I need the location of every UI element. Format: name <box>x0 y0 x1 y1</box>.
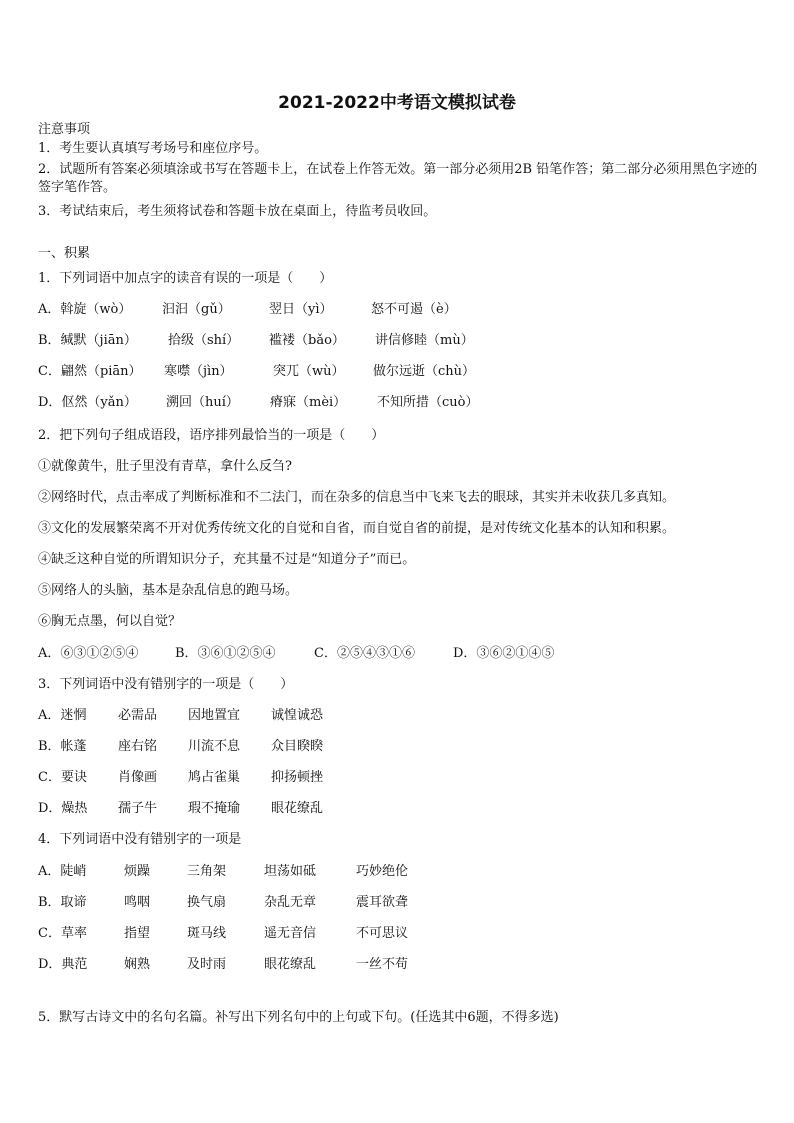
option-text: 指望 <box>124 926 151 941</box>
q2-sentence-6: ⑥胸无点墨，何以自觉？ <box>38 614 182 629</box>
question-3-stem: 3．下列词语中没有错别字的一项是（ ） <box>38 677 294 692</box>
option-text: C．②⑤④③①⑥ <box>314 646 415 661</box>
option-text: 及时雨 <box>187 957 227 972</box>
option-text: 必需品 <box>118 708 158 723</box>
option-text: 寒噤（jìn） <box>164 364 233 379</box>
option-text: 鸣咽 <box>124 895 151 910</box>
option-text: 抑扬顿挫 <box>271 770 324 785</box>
notice-item-3: 3．考试结束后，考生须将试卷和答题卡放在桌面上，待监考员收回。 <box>38 204 437 219</box>
option-text: 拾级（shí） <box>168 333 240 348</box>
option-text: A．斡旋（wò） <box>38 302 132 317</box>
notice-item-1: 1．考生要认真填写考场号和座位序号。 <box>38 141 268 156</box>
option-text: 眼花缭乱 <box>271 801 324 816</box>
option-text: B．③⑥①②⑤④ <box>175 646 276 661</box>
option-text: B．帐蓬 <box>38 739 87 754</box>
option-text: 溯回（huí） <box>166 395 239 410</box>
option-text: 不可思议 <box>356 926 409 941</box>
page-title: 2021-2022中考语文模拟试卷 <box>278 93 516 113</box>
option-text: 讲信修睦（mù） <box>375 333 474 348</box>
question-2-stem: 2．把下列句子组成语段，语序排列最恰当的一项是（ ） <box>38 428 385 443</box>
option-text: D．燥热 <box>38 801 88 816</box>
option-text: 坦荡如砥 <box>264 864 317 879</box>
q2-sentence-1: ①就像黄牛，肚子里没有青草，拿什么反刍? <box>38 459 292 474</box>
option-text: 不知所措（cuò） <box>377 395 479 410</box>
q2-sentence-2: ②网络时代，点击率成了判断标准和不二法门，而在杂多的信息当中飞来飞去的眼球，其实并未收获几多真知。 <box>38 490 676 505</box>
option-text: 诚惶诚恐 <box>271 708 324 723</box>
option-text: 斑马线 <box>187 926 227 941</box>
q2-sentence-3: ③文化的发展繁荣离不开对优秀传统文化的自觉和自省，而自觉自省的前提，是对传统文化基本的认知和积累。 <box>38 521 676 536</box>
option-text: C．翩然（piān） <box>38 364 142 379</box>
q2-sentence-5: ⑤网络人的头脑，基本是杂乱信息的跑马场。 <box>38 583 299 598</box>
option-text: 怒不可遏（è） <box>371 302 457 317</box>
option-text: 众目睽睽 <box>271 739 324 754</box>
option-text: 一丝不苟 <box>356 957 409 972</box>
option-text: A．陡峭 <box>38 864 87 879</box>
option-text: 烦躁 <box>124 864 151 879</box>
option-text: 突兀（wù） <box>273 364 345 379</box>
option-text: D．伛然（yǎn） <box>38 395 137 410</box>
notice-heading: 注意事项 <box>38 122 91 137</box>
q2-sentence-4: ④缺乏这种自觉的所谓知识分子，充其量不过是“知道分子”而已。 <box>38 552 416 567</box>
option-text: 川流不息 <box>188 739 241 754</box>
option-text: 眼花缭乱 <box>264 957 317 972</box>
question-4-stem: 4．下列词语中没有错别字的一项是 <box>38 832 242 847</box>
option-text: C．要诀 <box>38 770 87 785</box>
option-text: 肖像画 <box>118 770 158 785</box>
option-text: 震耳欲聋 <box>356 895 409 910</box>
option-text: 鸠占雀巢 <box>188 770 241 785</box>
option-text: 换气扇 <box>187 895 227 910</box>
option-text: 座右铭 <box>118 739 158 754</box>
option-text: B．取谛 <box>38 895 87 910</box>
option-text: 遥无音信 <box>264 926 317 941</box>
option-text: 瑕不掩瑜 <box>188 801 241 816</box>
option-text: 翌日（yì） <box>269 302 333 317</box>
option-text: 三角架 <box>187 864 227 879</box>
option-text: 巧妙绝伦 <box>356 864 409 879</box>
question-1-stem: 1．下列词语中加点字的读音有误的一项是（ ） <box>38 271 333 286</box>
option-text: B．缄默（jiān） <box>38 333 137 348</box>
option-text: 瘠寐（mèi） <box>270 395 347 410</box>
option-text: 孺子牛 <box>118 801 158 816</box>
option-text: 因地置宜 <box>188 708 241 723</box>
option-text: D．③⑥②①④⑤ <box>453 646 555 661</box>
option-text: A．⑥③①②⑤④ <box>38 646 139 661</box>
question-5-stem: 5．默写古诗文中的名句名篇。补写出下列名句中的上句或下句。(任选其中6题，不得多选) <box>38 1010 559 1025</box>
option-text: 娴熟 <box>124 957 151 972</box>
option-text: 杂乱无章 <box>264 895 317 910</box>
option-text: A．迷惘 <box>38 708 87 723</box>
option-text: D．典范 <box>38 957 88 972</box>
option-text: 汩汩（gǔ） <box>162 302 231 317</box>
option-text: 做尔远逝（chù） <box>373 364 476 379</box>
option-text: 褴褛（bǎo） <box>269 333 345 348</box>
notice-item-2: 2．试题所有答案必须填涂或书写在答题卡上，在试卷上作答无效。第一部分必须用2B 铅笔作答；第二部分必须用黑色字迹的签字笔作答。 <box>38 162 758 195</box>
option-text: C．草率 <box>38 926 87 941</box>
section-heading: 一、积累 <box>38 246 91 261</box>
